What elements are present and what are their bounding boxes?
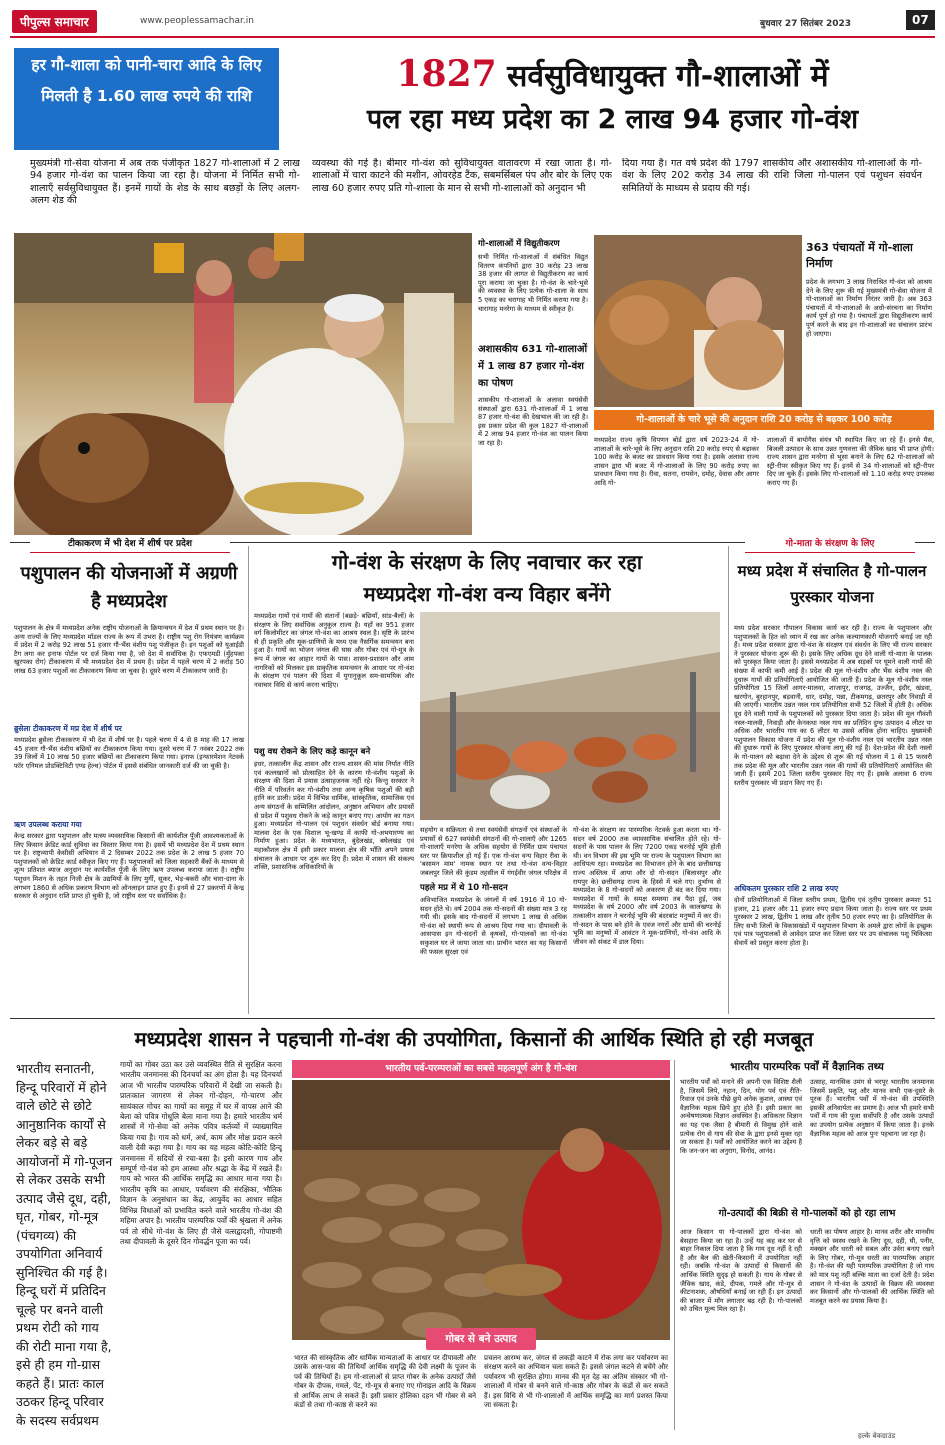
husbandry-para-1: पशुपालन के क्षेत्र में मध्यप्रदेश अनेक राष्ट्रीय योजनाओं के क्रियान्वयन में देश में प्रथम स्थान पर है। अन्य राज्यों के लिए मध्यप्रदेश मॉडल राज्य के रूप में उभरा है। राष्ट्रीय पशु रोग नियंत्रण कार्यक्रम में प्रदेश में 2 करोड़ 92 लाख 51 हजार गौ-भैंस वंशीय पशु पंजीकृत हैं। इन पशुओं को यूआईडी टैग लगा कर इनाफ पोर्टल पर दर्ज किया गया है, जो देश में सर्वाधिक है। एफएमडी (मुँहपका खुरपका रोग) टीकाकरण में भी मध्यप्रदेश देश में प्रथम है। प्रदेश में पहले चरण में 2 करोड़ 50 लाख 63 हजार पशुओं का टीकाकरण किया जा चुका है। दूसरे चरण में टीकाकरण जारी है। bbox=[14, 624, 244, 675]
cow-shed-photo bbox=[420, 612, 720, 820]
pm-cow-photo bbox=[14, 233, 472, 535]
panchayat-text: प्रदेश के लगभग 3 लाख निराश्रित गो-वंश को आश्रय देने के लिए शुरू की गई मुख्यमंत्री गो-सेवा योजना में गो-शालाओं का निर्माण निरंतर जारी है। अब 363 पंचायतों में गो-शालाओं के अधो-संरचना का निर्माण कार्य पूर्ण हो गया है। पंचायतों द्वारा विद्युतीकरण कार्य पूर्ण करने के बाद इन गो-शालाओं का संचालन प्रारंभ हो जाएगा। bbox=[806, 278, 932, 338]
headline-number: 1827 bbox=[396, 53, 497, 95]
photo-caption-2: प्रचलन आरम्भ कर, जंगल से लकड़ी काटने में रोक लगा कर पर्यावरण का संरक्षण करने का अभियान चला सकते हैं। इससे जंगल कटने से बचेंगे और पर्यावरण भी सुरक्षित होगा। मानव की मृत देह का अंतिम संस्कार भी गो-शालाओं में गोबर से बनने वाले गो-काष्ठ और गोबर के कंडों से कर सकते हैं। इस विधि से भी गो-शालाओं में आर्थिक समृद्धि का मार्ग प्रशस्त किया जा सकता है। bbox=[484, 1354, 668, 1410]
product-sales-heading: गो-उत्पादों की बिक्री से गो-पालकों को हो रहा लाभ bbox=[718, 1208, 896, 1219]
page-number: 07 bbox=[906, 10, 935, 30]
col-divider-left bbox=[248, 546, 249, 1014]
bottom-headline: मध्यप्रदेश शासन ने पहचानी गो-वंश की उपयोगिता, किसानों की आर्थिक स्थिति हो रही मजबूत bbox=[134, 1027, 814, 1051]
photo-caption-1: भारत की सांस्कृतिक और धार्मिक मान्यताओं के आधार पर दीपावली और उसके आस-पास की तिथियाँ आर्थिक समृद्धि की देवी लक्ष्मी के पूजन के पर्व की तिथियाँ हैं। हम गो-शालाओं से प्राप्त गोबर के अनेक उत्पादों जैसे गोबर के दीपक, गमले, पेंट, गो-मूत्र से बनाए गए गोनाइल आदि के विक्रय से आर्थिक लाभ ले सकते हैं। इसी प्रकार होलिका दहन भी गोबर से बने कंडों से तथा गो-काष्ठ से करने का bbox=[294, 1354, 476, 1410]
electrification-heading: गो-शालाओं में विद्युतीकरण bbox=[478, 239, 560, 249]
center-left-col bbox=[254, 612, 414, 1014]
masthead bbox=[0, 0, 945, 40]
husbandry-para-2: मध्यप्रदेश ब्रुसेला टीकाकरण में भी देश में शीर्ष पर है। पहले चरण में 4 से 8 माह की 17 लाख 45 हजार गौ-भैंस वंशीय बछियों का टीकाकरण किया गया। दूसरे चरण में 7 नवंबर 2022 तक 39 जिलों में 10 लाख 50 हजार बछियों का टीकाकरण किया गया। इनाफ (इन्फारमेशन नेटवर्क फॉर एनिमल प्रोडक्टिविटी एण्ड हेल्थ) पोर्टल में इससे संबंधित जानकारी दर्ज की जा चुकी है। bbox=[14, 736, 244, 770]
gosadan-subheading: पहले मप्र में थे 10 गो-सदन bbox=[420, 883, 508, 893]
subsidy-band: गो-शालाओं के चारे भूसे की अनुदान राशि 20 करोड़ से बढ़कर 100 करोड़ bbox=[594, 410, 934, 430]
blue-box-text: हर गौ-शाला को पानी-चारा आदि के लिए मिलती है 1.60 लाख रुपये की राशि bbox=[31, 56, 262, 105]
nongovt-text: शासकीय गो-शालाओं के अलावा स्वयंसेवी संस्थाओं द्वारा 631 गो-शालाओं में 1 लाख 87 हजार गो-वंश की देखभाल की जा रही है। इस प्रकार प्रदेश की कुल 1827 गो-शालाओं में 2 लाख 94 हजार गो-वंश का पालन किया जा रहा है। bbox=[478, 396, 588, 447]
masthead-logo: पीपुल्स समाचार bbox=[12, 10, 97, 33]
center-headline-2: मध्यप्रदेश गो-वंश वन्य विहार बनेंगे bbox=[363, 582, 611, 606]
masthead-rule bbox=[10, 36, 935, 38]
award-para-2: दोनों प्रतियोगिताओं में जिला स्तरीय प्रथम, द्वितीय एवं तृतीय पुरस्कार क्रमशः 51 हजार, 21 हजार और 11 हजार रुपए प्रदान किया जाता है। राज्य स्तर पर प्रथम पुरस्कार 2 लाख, द्वितीय 1 लाख और तृतीय 50 हजार रुपए का है। प्रतियोगिता के लिए सभी जिलों के विकासखंडों में पशुपालन विभाग के अमले द्वारा लोगों के इच्छुक एवं पात्र पशुपालकों से आवेदन प्राप्त कर जिला स्तर पर उप संचालक पशु चिकित्सा सेवायें को प्रस्तुत करना होता है। bbox=[734, 896, 932, 947]
award-scheme-heading: मध्य प्रदेश में संचालित है गो-पालन पुरस्कार योजना bbox=[737, 562, 927, 606]
center-para-2: इधर, तत्कालीन केंद्र शासन और राज्य शासन की मांस निर्यात नीति एवं कत्लखानों को प्रोत्साहित देने के कारण गो-वंशीय पशुओं के संरक्षण की दिशा में प्रयास उत्साहजनक नहीं रहे। किन्तु सरकार ने नीति में परिवर्तन कर गो-वंशीय तथा अन्य कृषिक पशुओं की बड़ी हानि कर डाली। प्रदेश में विभिन्न धार्मिक, सांस्कृतिक, सामाजिक एवं अन्य संगठनों के सम्मिलित आंदोलन, अनुष्ठान अभियान और प्रयासों से प्रदेश में पशुवध रोकने के कड़े कानून बनाए गए। आयोग का गठन हुआ। मध्यप्रदेश गो-पालन एवं पशुधन संवर्धन बोर्ड बनाया गया। मालवा देश के एक विशाल भू-खण्ड में काफी गो-अभयारण्य का निर्माण हुआ। प्रदेश के मध्यभारत, बुंदेलखंड, बघेलखंड एवं महाकौशल क्षेत्र में इसी प्रकार मालवा क्षेत्र की भाँति अपने प्रयास संचालन के आधार पर शुरू कर दिए हैं। प्रदेश में शासन की संकल्प शक्ति, प्रशासनिक अधिकारियों के bbox=[254, 760, 414, 872]
max-award-subheading: अधिकतम पुरस्कार राशि 2 लाख रुपए bbox=[734, 884, 839, 893]
nongovt-heading: अशासकीय 631 गो-शालाओं में 1 लाख 87 हजार गो-वंश का पोषण bbox=[478, 344, 588, 389]
award-para-1: मध्य प्रदेश सरकार गौपालन विकास कार्य कर रही है। राज्य के पशुपालन और पशुपालकों के हित को ध्यान में रख कर अनेक कल्याणकारी योजनाएँ बनाई जा रही हैं। मध्य प्रदेश सरकार द्वारा गो-वंश के संरक्षण एवं संवर्धन के लिए भी राज्य सरकार ने पुरस्कार योजना शुरू की है। इसके लिए अधिक दूध देने वाली गो-माता के पालक को पुरस्कृत किया जाता है। इससे मध्यप्रदेश में अब सड़कों पर घूमने वाली गायों की संख्या में काफी कमी आई है। प्रदेश की मूल गो-वंशीय और भैंस वंशीय नस्ल की दुधारू गायों की प्रतियोगिताएँ आयोजित की जाती हैं। प्रदेश के मूल गो-वंशीय नस्ल प्रतियोगिता 15 जिलों आगर-मालवा, शाजापुर, राजगढ़, उज्जैन, इंदौर, खंडवा, खरगोन, बुरहानपुर, बड़वानी, धार, दमोह, पन्ना, टीकमगढ़, छतरपुर और निवाड़ी में की जाएगी। भारतीय उन्नत नस्ल गाय प्रतियोगिता सभी 52 जिलों में होती है। अधिक दूध देने वाली गायों के पशुपालकों को पुरस्कार दिया जाता है। प्रदेश की मूल गौवंशी नस्ल-मालवी, निवाड़ी और केनकथा नस्ल गाय का प्रतिदिन दुग्ध उत्पादन 4 लीटर या अधिक और भारतीय गाय का 6 लीटर या उससे अधिक होना चाहिए। मुख्यमंत्री पशुपालन विकास योजना में प्रदेश की मूल गो-वंशीय नस्ल एवं भारतीय उन्नत नस्ल की दुधारू गायों के लिए पुरस्कार योजना लागू की गई है। देश-प्रदेश की देशी नस्लों के गो-पालन को बढ़ावा देने के उद्देश्य से शुरू की गई योजना में 1 से 15 फरवरी तक प्रदेश की मूल और भारतीय उन्नत नस्ल की गायों की प्रतियोगिताएँ आयोजित की जाती हैं। इसमें 201 जिला स्तरीय पुरस्कार दिए गए हैं। इसके अलावा 6 राज्य स्तरीय पुरस्कार भी प्रदान किए गए हैं। bbox=[734, 624, 932, 787]
product-sales-text-2: धरती का पोषण आहार है। मानव शरीर और मानवीय वृत्ति को स्वस्थ रखने के लिए दूध, दही, घी, पनीर, मक्खन और धरती को सबल और उर्वरा बनाए रखने के लिए गोबर, गो-मूत्र धरती का पारम्परिक आहार है। गो-वंश की यही पारम्परिक उपयोगिता है जो गाय को मात्र पशु नहीं बल्कि माता का दर्जा देती है। प्रदेश शासन ने गो-वंश के उत्पादों के विक्रय की व्यवस्था कर किसानों और गो-पालकों की आर्थिक स्थिति को मजबूत करने का प्रयास किया है। bbox=[810, 1228, 934, 1305]
subsidy-text-1: मध्यप्रदेश राज्य कृषि विपणन बोर्ड द्वारा वर्ष 2023-24 में गो-शालाओं के चारे-भूसे के लिए अनुदान राशि 20 करोड़ रुपए से बढ़ाकर 100 करोड़ के बजट का प्रावधान किया गया है। इसके अलावा राज्य शासन द्वारा भी बजट में गो-शालाओं के लिए 90 करोड़ रुपए का प्रावधान किया गया है। रीवा, सतना, रायसेन, दमोह, देवास और आगर आदि गो- bbox=[594, 436, 759, 487]
top-intro-col1: मुख्यमंत्री गो-सेवा योजना में अब तक पंजीकृत 1827 गो-शालाओं में 2 लाख 94 हजार गो-वंश का पालन किया जा रहा है। योजना में निर्मित सभी गो-शालाएँ सर्वसुविधायुक्त हैं। इनमें गायों के शेड के साथ बछड़ों के लिए अलग-अलग शेड की bbox=[30, 158, 300, 207]
top-intro-col2: व्यवस्था की गई है। बीमार गो-वंश को सुविधायुक्त वातावरण में रखा जाता है। गो-शालाओं में चारा काटने की मशीन, ओवरहेड टैंक, सबमर्सिबल पंप और बोर के लिए एक लाख 60 हजार रुपए प्रति गो-शाला के मान से सभी गो-शालाओं को अनुदान भी bbox=[312, 158, 612, 194]
festival-band: भारतीय पर्व-परम्पराओं का सबसे महत्वपूर्ण अंग है गो-वंश bbox=[292, 1060, 670, 1078]
slaughter-law-subheading: पशु वध रोकने के लिए कड़े कानून बने bbox=[254, 747, 371, 757]
vaccination-tag: टीकाकरण में भी देश में शीर्ष पर प्रदेश bbox=[30, 536, 230, 553]
panchayat-heading: 363 पंचायतों में गो-शाला निर्माण bbox=[806, 241, 913, 270]
section-divider-2 bbox=[10, 1018, 935, 1019]
subsidy-text-2: शालाओं में बायोगैस संयंत्र भी स्थापित किए जा रहे हैं। इनसे मैस, बिजली उत्पादन के साथ उन्नत गुणवत्ता की जैविक खाद भी प्राप्त होगी। राज्य शासन द्वारा मनरेगा से भूसा बनाने के लिए 62 गो-शालाओं को स्ट्री-रीपर स्वीकृत किए गए हैं। इनमें से 34 गो-शालाओं को स्ट्री-रीपर दिए जा चुके हैं। इसके लिए गो-शालाओं को 1.10 करोड़ रुपए उपलब्ध कराए गए हैं। bbox=[767, 436, 934, 487]
col-divider-bottom bbox=[674, 1060, 675, 1430]
center-para-3: सहयोग व सक्रियता से तथा स्वयंसेवी संगठनों एवं संस्थाओं के प्रयासों से 627 स्वयंसेवी संगठनों की गो-शालाएँ और 1265 गो-शालाएँ मनरेगा के अधिक सहयोग से निर्मित ग्राम पंचायत स्तर पर क्रियाशील हो गई हैं। एक गो-वंश वन्य विहार रीवा के 'बसामन माम' नामक स्थान पर तथा गो-वंश वन्य-विहार जबलपुर जिले की कुंडम तहसील में गंगईवीर जंगल परिक्षेत्र में bbox=[420, 826, 567, 877]
cm-calf-photo bbox=[594, 235, 802, 407]
top-intro-col3: दिया गया है। गत वर्ष प्रदेश की 1797 शासकीय और अशासकीय गो-शालाओं के गो-वंश के लिए 202 करोड़ 34 लाख की राशि जिला गो-पालन एवं पशुधन संवर्धन समितियों के माध्यम से प्रदाय की गई। bbox=[622, 158, 922, 194]
dung-products-photo bbox=[292, 1080, 670, 1340]
center-headline bbox=[252, 546, 722, 610]
loan-subheading: ऋण उपलब्ध कराया गया bbox=[14, 820, 82, 829]
gobar-products-label: गोबर से बने उत्पाद bbox=[426, 1328, 536, 1350]
brucella-subheading: ब्रुसेला टीकाकरण में मप्र देश में शीर्ष पर bbox=[14, 724, 122, 733]
scientific-facts-heading: भारतीय पारम्परिक पर्वों में वैज्ञानिक तथ्य bbox=[730, 1061, 884, 1073]
center-para-1: मध्यप्रदेश गायों एवं गायों की संतानों (बछड़े- बछियाँ, सांड-बैलों) के संरक्षण के लिए सर्वाधिक अनुकूल राज्य है। यहाँ का 951 हजार वर्ग किलोमीटर का जंगल गो-वंश का आश्रय स्थल है। सृष्टि के प्रारंभ से ही प्रकृति और मूक-प्राणियों के मध्य एक नैसर्गिक समन्वयन बना हुआ है। गायों का भोजन जंगल की घास और गोबर एवं गो-मूत्र के रूप में जंगल का आहार गायों के पास। शासन-प्रशासन और आम नागरिकों को मिलकर इस प्राकृतिक समन्वयन के आधार पर गो-वंश के संरक्षण एवं पालन की दिशा में युगानुकूल सम-सामयिक और नवाचार विधि से कार्य करना चाहिए। bbox=[254, 612, 414, 689]
electrification-text: सभी निर्मित गो-शालाओं में संबंधित विद्युत वितरण कंपनियों द्वारा 30 करोड़ 23 लाख 38 हजार की लागत से विद्युतीकरण का कार्य पूरा कराया जा चुका है। गो-वंश के चारे-भूसे की व्यवस्था के लिए प्रत्येक गो-शाला के साथ 5 एकड़ का चरागाह भी निर्मित कराया गया है। चारागाह मनरेगा के माध्यम से स्वीकृत है। bbox=[478, 253, 588, 313]
electrification-box bbox=[478, 238, 588, 536]
masthead-url[interactable]: www.peoplessamachar.in bbox=[140, 16, 254, 26]
husbandry-para-3: केन्द्र सरकार द्वारा पशुपालन और मत्स्य व्यवसायिक किसानों की कार्यशील पूँजी आवश्यकताओं के लिए किसान क्रेडिट कार्ड सुविधा का विस्तार किया गया है। इसमें भी मध्यप्रदेश देश में प्रथम स्थान पर है। राष्ट्रव्यापी केसीसी अभियान में 2 दिसम्बर 2022 तक प्रदेश के 2 लाख 5 हजार 70 पशुपालकों को क्रेडिट कार्ड स्वीकृत किए गए हैं। पशुपालकों को जिला सहकारी बैंकों के माध्यम से शून्य प्रतिशत ब्याज अनुदान पर कार्यशील पूँजी के लिए ऋण उपलब्ध कराया जाता है। राष्ट्रीय पशुधन मिशन के तहत निजी क्षेत्र के उद्यमियों के लिए मुर्गी, सूकर, भेड़-बकरी और चारा-दाना के लगभग 1860 से अधिक प्रकरण विभाग को ऑनलाइन प्राप्त हुए हैं। इनमें से 27 प्रकरणों में केन्द्र सरकार से अनुदान राशि प्राप्त हो चुकी है, जो राष्ट्रीय स्तर पर सर्वाधिक है। bbox=[14, 832, 244, 901]
top-headline bbox=[290, 52, 935, 152]
scientific-text-1: भारतीय पर्वों को मनाने की अपनी एक विशिष्ट शैली है, जिसमें लिपे, नहान, दिन, योग पर्व एवं रीति-रिवाज एवं उनके पीछे छुपे अनेक कुशल, आस्था एवं वैज्ञानिक महत्व छिपे हुए होते हैं। इसी प्रकार का अन्वेषणात्मक विज्ञान अवस्थित है। अधिकतर विज्ञान का यह एक जैसा है बीमारी से विमुख होने वाले प्रत्येक रोग से गाय की सेवा के द्वारा इनसे मुक्त रहा जा सकता है। पर्वों को आयोजित करने का उद्देश्य है कि जन-जन का अनुराग, विनोद, आनंद। bbox=[680, 1078, 802, 1155]
masthead-date: बुधवार 27 सितंबर 2023 bbox=[760, 19, 852, 29]
headline-line-2: पल रहा मध्य प्रदेश का 2 लाख 94 हजार गो-वंश bbox=[366, 104, 859, 135]
footer-credit: हल्के बेकग्राउंड bbox=[858, 1432, 896, 1440]
bottom-col-2: गायों का गोबर उठा कर उसे व्यवस्थित रीति से सुरक्षित करना भारतीय जनमानस की दिनचर्या का अंग होता है। यह दिनचर्या आज भी भारतीय पारम्परिक परिवारों में देखी जा सकती है। प्रातःकाल जागरण से लेकर गो-दोहन, गो-चारण और सायंकाल गोचर का गायों का समूह में घर में वापस आने की बेला को पवित्र गोधूलि बेला माना गया है। हमारे भारतीय धर्म शास्त्रों में गो-सेवा को अनेक पवित्र कर्तव्यों में व्याख्यायित किया गया है। गाय को धर्म, अर्थ, काम और मोक्ष प्रदान करने वाली देवी कहा गया है। गाय का यह महत्व कोटि-कोटि हिन्दू जनमानस में सदियों से रचा-बसा है। इसी कारण गाय और सम्पूर्ण गो-वंश को हम आस्था और श्रद्धा के केंद्र में रखते हैं। गाय को भारत की आर्थिक समृद्धि का आधार माना गया है। भारतीय कृषि का आधार, पर्यावरण की संरक्षिका, भौतिक विज्ञान के अनुसंधान का केंद्र, आयुर्वेद का आधार सहित विभिन्न विधाओं को प्रभावित करने वाले भारतीय गो-वंश की महिमा अपार है। भारतीय पारम्परिक पर्वों की श्रृंखला में अनेक पर्व तो सीधे गो-वंश के लिए ही जैसे वत्सद्वादशी, गोपाष्टमी तथा दीपावली के दूसरे दिन गोवर्द्धन पूजा का पर्व। bbox=[120, 1060, 282, 1246]
center-para-5: गो-वंश के संरक्षण का पारम्परिक नेटवर्क हुआ करता था। गो-सदन वर्ष 2000 तक व्यावसायिक संचालित होते रहे। गो-सदनों के पास पालन के लिए 7200 एकड़ चरनोई भूमि होती थी। वन विभाग की इस भूमि पर राज्य के पशुपालन विभाग का आधिपत्य रहा। मध्यप्रदेश का विभाजन होने के बाद छत्तीसगढ़ राज्य अस्तित्व में आया और दो गो-सदन (बिलासपुर और रायपुर के) छत्तीसगढ़ राज्य के हिस्से में चले गए। दुर्भाग्य से मध्यप्रदेश के 8 गो-सदनों को अकारण ही बंद कर दिया गया। मध्यप्रदेश में गायों के समक्ष समस्या तब पैदा हुई, जब मध्यप्रदेश के वर्ष 2000 और वर्ष 2003 के कालखण्ड के तत्कालीन शासन ने चरनोई भूमि की बंदरबांट मनुष्यों में कर दी। गो-सदन के पास बने होने के एवज नगरों और ग्रामों की चरनोई भूमि का मनुष्यों में आवंटन ने मूक-प्राणियों, गो-वंश आदि के जीवन को संकट में डाल दिया। bbox=[573, 826, 721, 946]
award-scheme-text bbox=[734, 624, 932, 1014]
animal-husbandry-text bbox=[14, 624, 244, 1016]
scientific-text-2: उत्साह, मानसिक उमंग से भरपूर भारतीय जनमानस जिसमें प्रकृति, पशु और मानव सभी एक-दूसरे के पूरक हैं। भारतीय पर्वों में गो-वंश की उपस्थिति इसकी अनिवार्यता का प्रमाण है। आज भी हमारे सभी पर्वों में गाय की पूजा सर्वोपरि है और उसके उत्पादों का उपयोग प्रत्येक अनुष्ठान में किया जाता है। इनके वैज्ञानिक महत्व को आज पुनः पहचाना जा रहा है। bbox=[810, 1078, 934, 1138]
bottom-col-1: भारतीय सनातनी, हिन्दू परिवारों में होने वाले छोटे से छोटे आनुष्ठानिक कार्यों से लेकर बड़े से बड़े आयोजनों में गो-पूजन से लेकर उसके सभी उत्पाद जैसे दूध, दही, घृत, गोबर, गो-मूत्र (पंचगव्य) की उपयोगिता अनिवार्य सुनिश्चित की गई है। हिन्दू घरों में प्रतिदिन चूल्हे पर बनने वाली प्रथम रोटी को गाय की रोटी माना गया है, इसे ही हम गो-ग्रास कहते हैं। प्रातः काल उठकर हिन्दू परिवार के सदस्य सर्वप्रथम bbox=[16, 1061, 113, 1428]
panchayat-box bbox=[806, 240, 932, 410]
col-divider-right bbox=[728, 546, 729, 1014]
product-sales-text-1: आज किसान या गो-पालकों द्वारा गो-वंश को बेसहारा किया जा रहा है। उन्हें यह कह कर घर से बाहर निकाल दिया जाता है कि गाय दूध नहीं दे रही है और बैल की खेती-किसानी में उपयोगिता नहीं रही। जबकि गो-वंश के उत्पादों से किसानों की आर्थिक स्थिति सुदृढ़ हो सकती है। गाय के गोबर से जैविक खाद, कंडे, दीपक, गमले और गो-मूत्र से कीटनाशक, औषधियाँ बनाई जा रही हैं। इन उत्पादों की बाजार में माँग लगातार बढ़ रही है। गो-पालकों को उचित मूल्य मिल रहा है। bbox=[680, 1228, 802, 1314]
headline-line-1: सर्वसुविधायुक्त गौ-शालाओं में bbox=[507, 59, 829, 94]
animal-husbandry-heading: पशुपालन की योजनाओं में अग्रणी है मध्यप्रदेश bbox=[20, 563, 238, 612]
blue-info-box bbox=[14, 48, 279, 150]
gomata-tag: गो-माता के संरक्षण के लिए bbox=[745, 536, 915, 553]
center-para-4: अविभाजित मध्यप्रदेश के जंगलों में वर्ष 1916 में 10 गो-सदन होते थे। वर्ष 2004 तक गो-सदनों की संख्या मात्र 3 रह गयी थी। इसके बाद गो-सदनों में लगभग 1 लाख से अधिक गो-वंश को स्थायी रूप से आश्रय दिया गया था। दीपावली के आसपास इन गो-सदनों से कृषकों, गो-पालकों का गो-वंश सकुशल घर ले जाया जाता था। प्राचीन भारत का यह किसानों की फसल सुरक्षा एवं bbox=[420, 896, 567, 956]
center-headline-1: गो-वंश के संरक्षण के लिए नवाचार कर रहा bbox=[331, 550, 643, 574]
